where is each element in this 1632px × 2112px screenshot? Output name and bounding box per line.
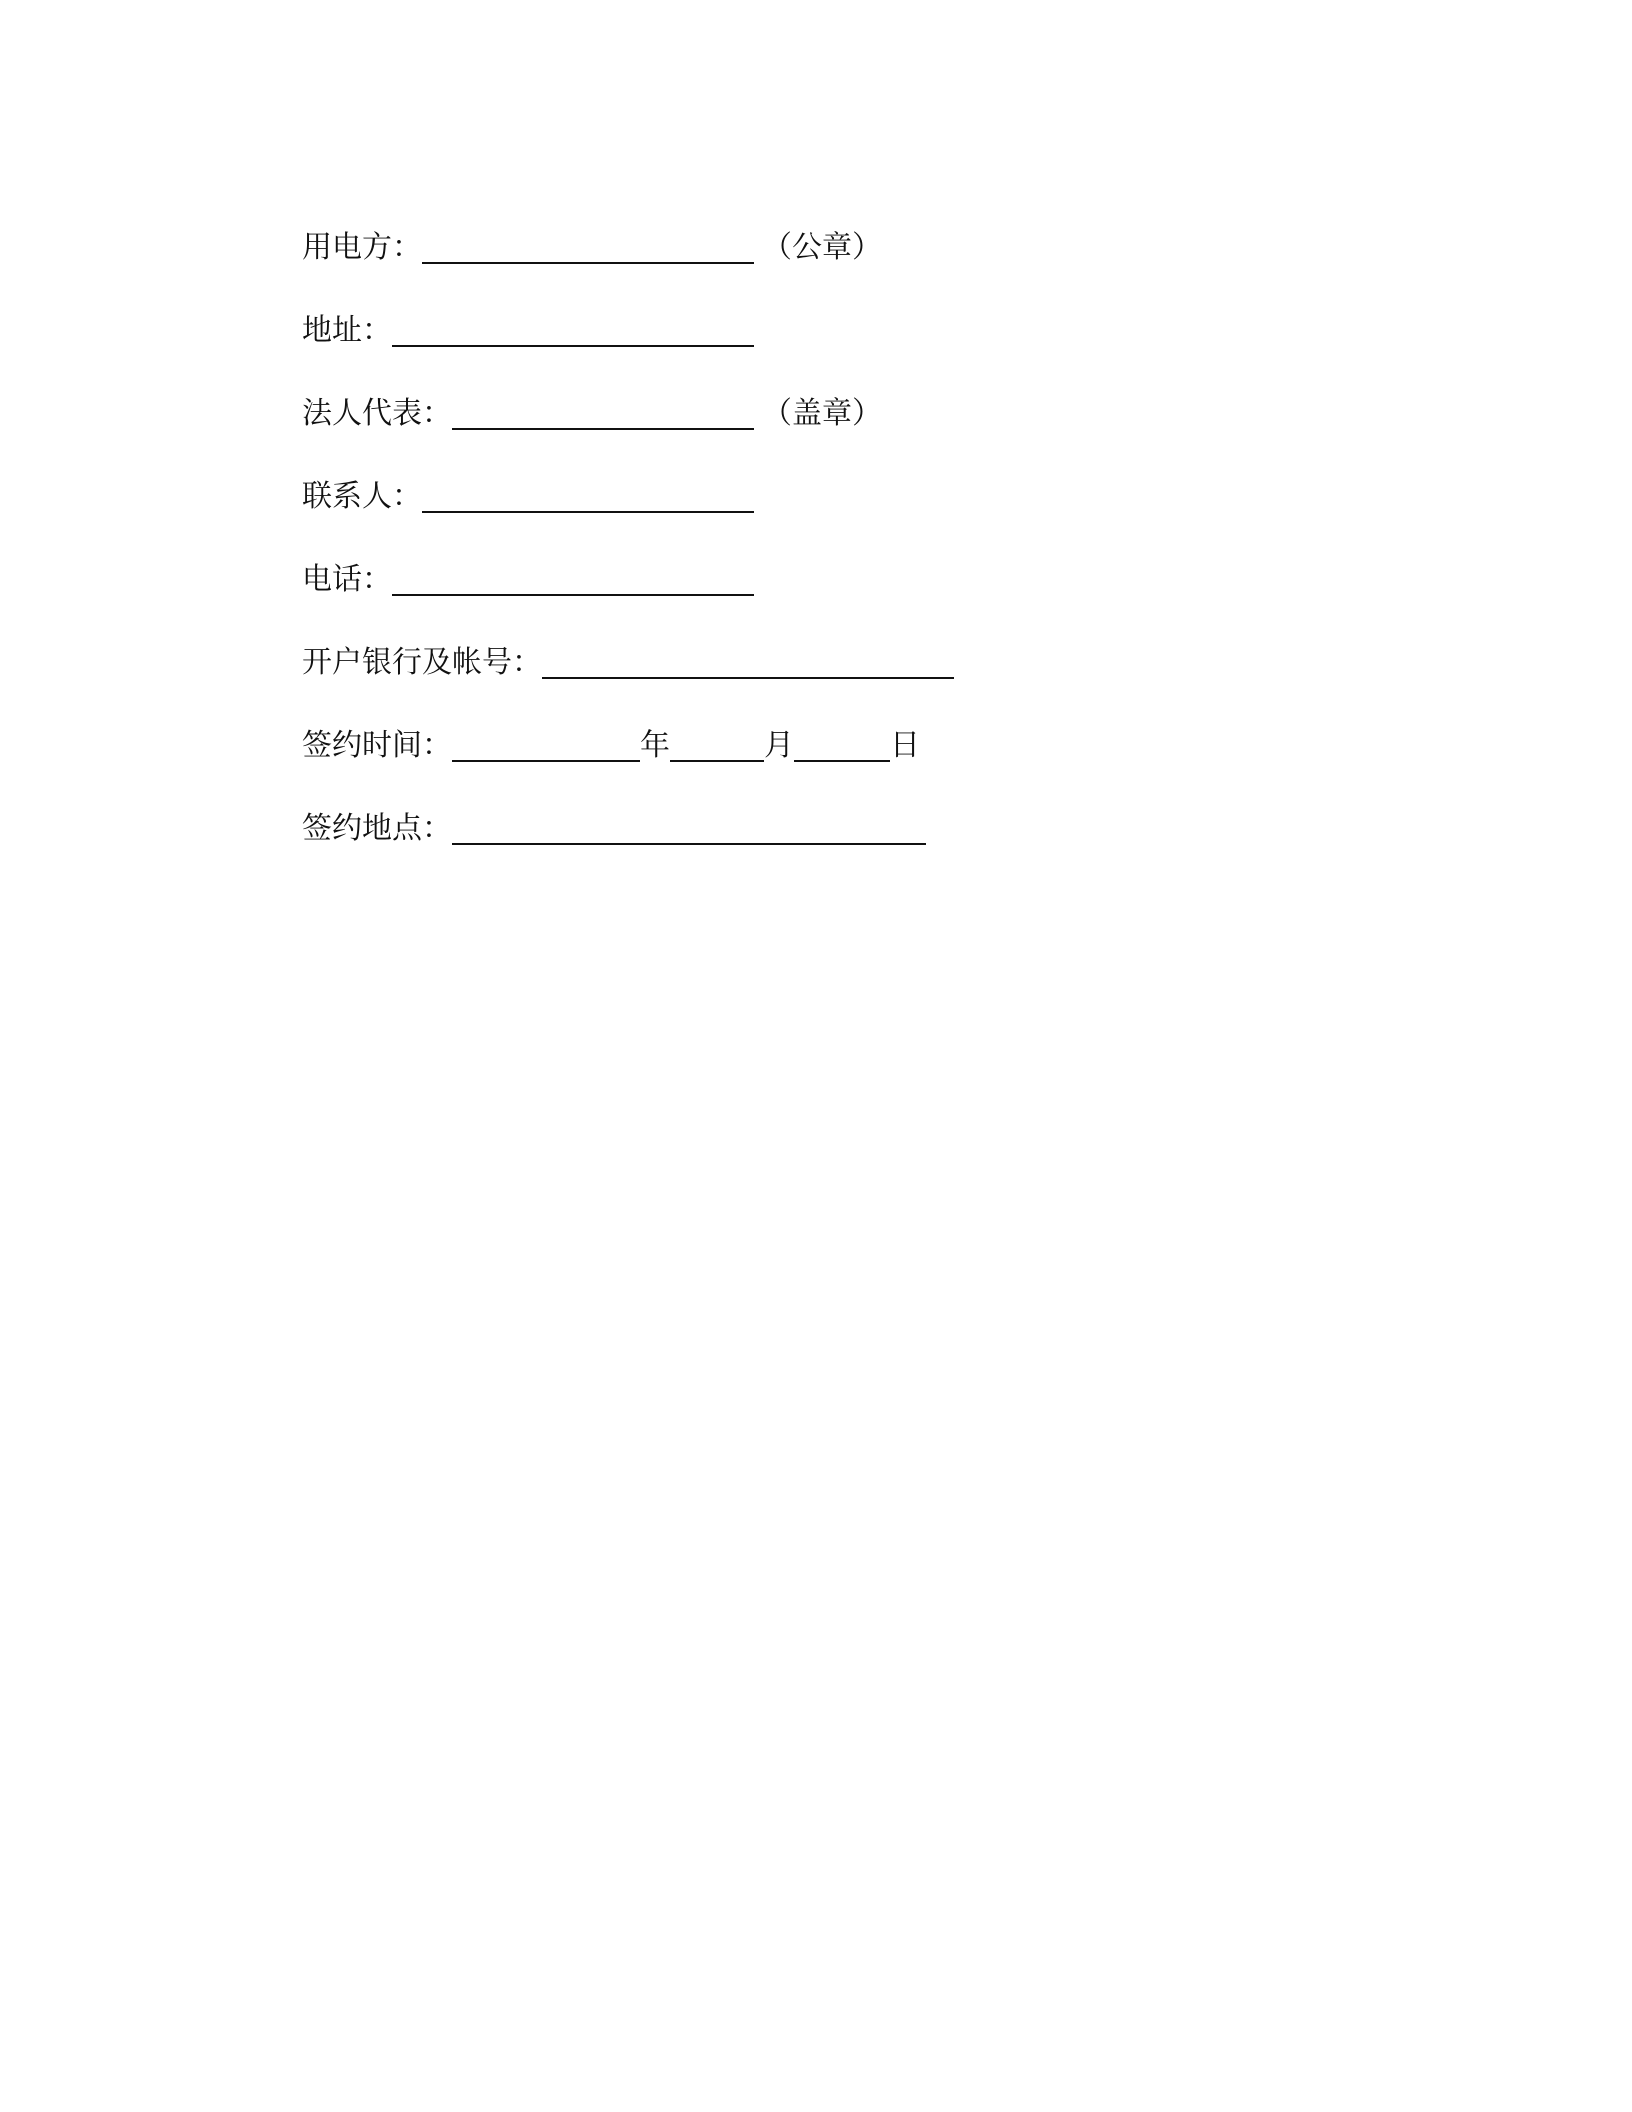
contact-row <box>302 434 954 517</box>
legal-rep-row <box>302 351 954 434</box>
contact-blank[interactable] <box>422 481 754 513</box>
contact-label: 联系人： <box>302 479 422 514</box>
month-unit: 月 <box>764 728 794 763</box>
month-blank[interactable] <box>670 730 764 762</box>
year-unit: 年 <box>640 728 670 763</box>
bank-label: 开户银行及帐号： <box>302 645 542 680</box>
bank-account-blank[interactable] <box>542 647 954 679</box>
sign-place-row <box>302 766 954 849</box>
address-blank[interactable] <box>392 315 754 347</box>
power-user-seal-note: （公章） <box>762 230 882 265</box>
sign-date-row <box>302 683 954 766</box>
sign-place-label: 签约地点： <box>302 811 452 846</box>
legal-rep-blank[interactable] <box>452 398 754 430</box>
sign-place-blank[interactable] <box>452 813 926 845</box>
legal-rep-seal-note: （盖章） <box>762 396 882 431</box>
day-unit: 日 <box>890 728 920 763</box>
power-user-label: 用电方： <box>302 230 422 265</box>
year-blank[interactable] <box>452 730 640 762</box>
address-label: 地址： <box>302 313 392 348</box>
phone-row <box>302 517 954 600</box>
phone-label: 电话： <box>302 562 392 597</box>
bank-row <box>302 600 954 683</box>
address-row <box>302 268 954 351</box>
day-blank[interactable] <box>794 730 890 762</box>
power-user-blank[interactable] <box>422 232 754 264</box>
signature-form <box>302 228 954 849</box>
legal-rep-label: 法人代表： <box>302 396 452 431</box>
power-user-row <box>302 228 954 268</box>
phone-blank[interactable] <box>392 564 754 596</box>
sign-date-label: 签约时间： <box>302 728 452 763</box>
